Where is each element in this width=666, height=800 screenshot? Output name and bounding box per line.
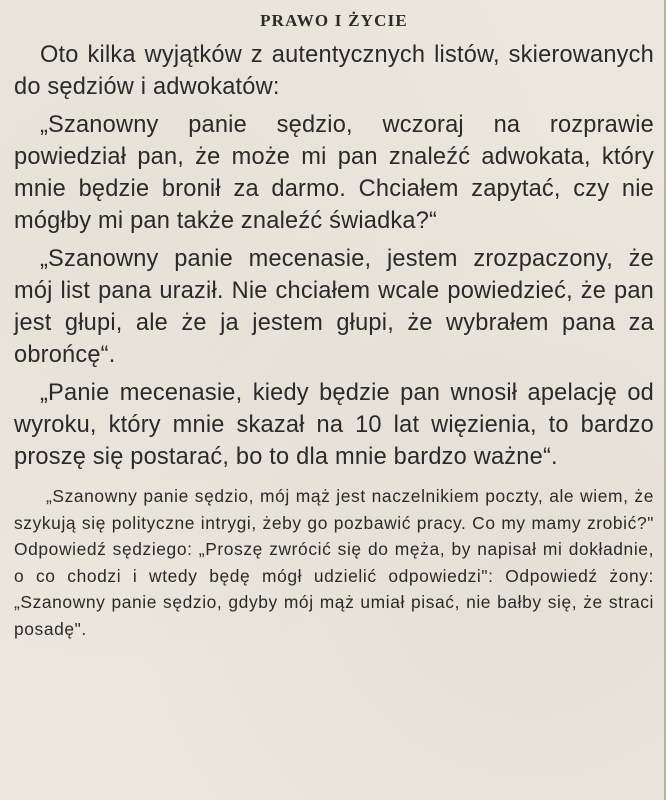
letter-paragraph-3: „Panie mecenasie, kiedy będzie pan wnosił apelację od wyroku, który mnie skazał na 10 lat więzienia, to bardzo proszę się postarać, bo to dla mnie bardzo ważne“. <box>14 380 654 470</box>
article-body-small <box>14 483 654 642</box>
article-title: PRAWO I ŻYCIE <box>260 11 408 30</box>
article-body-large <box>14 39 654 473</box>
letter-paragraph-4: „Szanowny panie sędzio, mój mąż jest naczelnikiem poczty, ale wiem, że szykują się polityczne intrygi, żeby go pozbawić pracy. Co my mamy zrobić?" Odpowiedź sędziego: „Proszę zwrócić się do męża, by napisał mi dokładnie, o co chodzi i wtedy będę mógł udzielić odpowiedzi": Odpowiedź żony: „Szanowny panie sędzio, gdyby mój mąż umiał pisać, nie bałby się, że straci posadę". <box>14 486 654 639</box>
letter-paragraph-1: „Szanowny panie sędzio, wczoraj na rozprawie powiedział pan, że może mi pan znaleźć adwokata, który mnie będzie bronił za darmo. Chciałem zapytać, czy nie mógłby mi pan także znaleźć świadka?“ <box>14 112 654 234</box>
letter-paragraph-2: „Szanowny panie mecenasie, jestem zrozpaczony, że mój list pana uraził. Nie chciałem wcale powiedzieć, że pan jest głupi, ale że ja jestem głupi, że wybrałem pana za obrońcę“. <box>14 246 654 368</box>
intro-paragraph: Oto kilka wyjątków z autentycznych listów, skierowanych do sędziów i adwokatów: <box>14 42 654 100</box>
